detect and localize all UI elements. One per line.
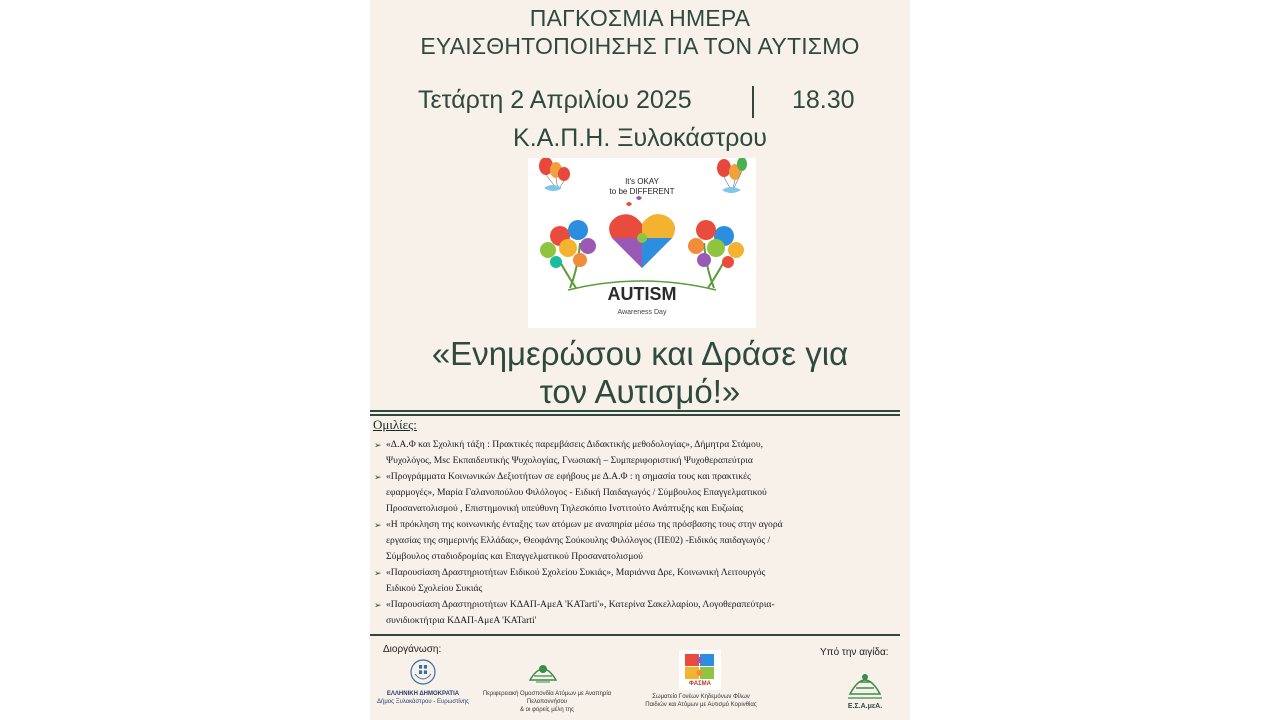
talk-item — [370, 437, 910, 469]
date-time-line — [370, 86, 910, 122]
title-line-2: ΕΥΑΙΣΘΗΤΟΠΟΙΗΣΗΣ ΓΙΑ ΤΟΝ ΑΥΤΙΣΜΟ — [420, 33, 860, 59]
talk-line: Προσανατολισμού , Επιστημονική υπεύθυνη Τηλεσκόπιο Ινστιτούτο Ανάπτυξης και Ευζωίας — [386, 503, 744, 514]
org-2-line-3: & οι φορείς μέλη της — [520, 707, 574, 713]
talk-line: Ψυχολόγος, Msc Εκπαιδευτικής Ψυχολογίας, Γνωσιακή – Συμπεριφοριστική Ψυχοθεραπεύτρια — [386, 455, 753, 466]
talks-heading: Ομιλίες: — [373, 417, 417, 432]
org-2-text — [482, 690, 612, 714]
org-3-text — [632, 693, 770, 709]
org-4-line-1: Ε.Σ.Α.μεΑ. — [847, 703, 883, 710]
poster — [370, 0, 910, 720]
talk-line: «Δ.Α.Φ και Σχολική τάξη : Πρακτικές παρεμβάσεις Διδακτικής μεθοδολογίας», Δήμητρα Στάμου, — [386, 439, 764, 450]
talks-list — [370, 437, 910, 629]
talk-line: συνιδιοκτήτρια ΚΔΑΠ-ΑμεΑ 'KATarti' — [386, 615, 537, 626]
fasma-logo — [679, 650, 721, 690]
talk-item — [370, 565, 910, 597]
esamea-logo-icon — [844, 668, 886, 702]
balloons-right-icon — [717, 158, 747, 193]
bullet-icon: ➢ — [374, 600, 382, 610]
talk-line: Ειδικού Σχολείου Συκιάς — [386, 583, 483, 594]
event-slogan — [370, 335, 910, 411]
slogan-line-1: «Ενημερώσου και Δράσε για — [431, 335, 849, 372]
org-2-line-1: Περιφερειακή Ομοσπονδία Ατόμων με Αναπηρία — [482, 691, 612, 697]
slogan-line-2: τον Αυτισμό!» — [539, 373, 741, 410]
awareness-day-text: Awareness Day — [617, 309, 667, 316]
patron-label: Υπό την αιγίδα: — [820, 647, 889, 658]
talk-line: «Παρουσίαση Δραστηριοτήτων Ειδικού Σχολείου Συκιάς», Μαριάννα Δρε, Κοινωνική Λειτουργός — [386, 567, 766, 578]
org-1-line-2: Δήμος Ξυλοκάστρου - Ευρωστίνης — [377, 699, 469, 705]
talk-line: εφαρμογές», Μαρία Γαλανοπούλου Φιλόλογος - Ειδική Παιδαγωγός / Σύμβουλος Επαγγελματικού — [386, 487, 767, 498]
organizer-label: Διοργάνωση: — [383, 644, 442, 655]
greek-emblem-icon — [410, 658, 436, 686]
okay-text-1: It's OKAY — [625, 177, 659, 186]
talk-item — [370, 517, 910, 565]
balloons-left-icon — [539, 158, 570, 191]
autism-awareness-illustration — [528, 158, 756, 328]
talk-line: Σύμβουλος σταδιοδρομίας και Επαγγελματικού Προσανατολισμού — [386, 551, 643, 562]
divider-footer — [370, 634, 900, 636]
divider-top — [370, 410, 900, 412]
autism-awareness-logo — [528, 158, 756, 328]
title-line-1: ΠΑΓΚΟΣΜΙΑ ΗΜΕΡΑ — [529, 5, 751, 31]
right-puzzle-tree-icon — [688, 220, 744, 288]
fasma-puzzle-icon — [679, 650, 721, 682]
event-date: Τετάρτη 2 Απριλίου 2025 — [418, 86, 692, 114]
fasma-badge-text: ΦΑΣΜΑ — [688, 681, 712, 687]
event-time: 18.30 — [792, 86, 855, 114]
okay-text-2: to be DIFFERENT — [609, 187, 675, 196]
talk-item — [370, 469, 910, 517]
bullet-icon: ➢ — [374, 568, 382, 578]
org-2-line-2: Πελοποννήσου — [526, 699, 568, 705]
autism-text: AUTISM — [607, 284, 677, 304]
org-3-line-2: Παιδιών και Ατόμων με Αυτισμό Κορινθίας — [645, 702, 757, 708]
talk-line: «Η πρόκληση της κοινωνικής ένταξης των ατόμων με αναπηρία μέσω της πρόσβασης τους στην αγορά — [386, 519, 783, 530]
org-3-line-1: Σωματείο Γονέων Κηδεμόνων Φίλων — [652, 694, 750, 700]
event-title — [370, 4, 910, 60]
org-1-text — [370, 690, 476, 706]
bullet-icon: ➢ — [374, 440, 382, 450]
talk-item — [370, 597, 910, 629]
puzzle-heart-icon — [609, 196, 675, 268]
date-time-separator — [752, 86, 754, 118]
talk-line: «Προγράμματα Κοινωνικών Δεξιοτήτων σε εφήβους με Δ.Α.Φ : η σημασία τους και πρακτικές — [386, 471, 751, 482]
org-4-text — [828, 703, 902, 711]
bullet-icon: ➢ — [374, 520, 382, 530]
org-1-line-1: ΕΛΛΗΝΙΚΗ ΔΗΜΟΚΡΑΤΙΑ — [386, 691, 460, 697]
divider-bottom — [370, 414, 900, 416]
talk-line: «Παρουσίαση Δραστηριοτήτων ΚΔΑΠ-ΑμεΑ 'KATarti'», Κατερίνα Σακελλαρίου, Λογοθεραπεύτρια- — [386, 599, 775, 610]
left-puzzle-tree-icon — [540, 220, 596, 288]
event-venue: Κ.Α.Π.Η. Ξυλοκάστρου — [513, 124, 767, 152]
federation-logo-icon — [526, 656, 560, 686]
bullet-icon: ➢ — [374, 472, 382, 482]
talk-line: εργασίας της σημερινής Ελλάδας», Θεοφάνης Σούκουλης Φιλόλογος (ΠΕ02) -Ειδικός παιδαγωγός / — [386, 535, 771, 546]
